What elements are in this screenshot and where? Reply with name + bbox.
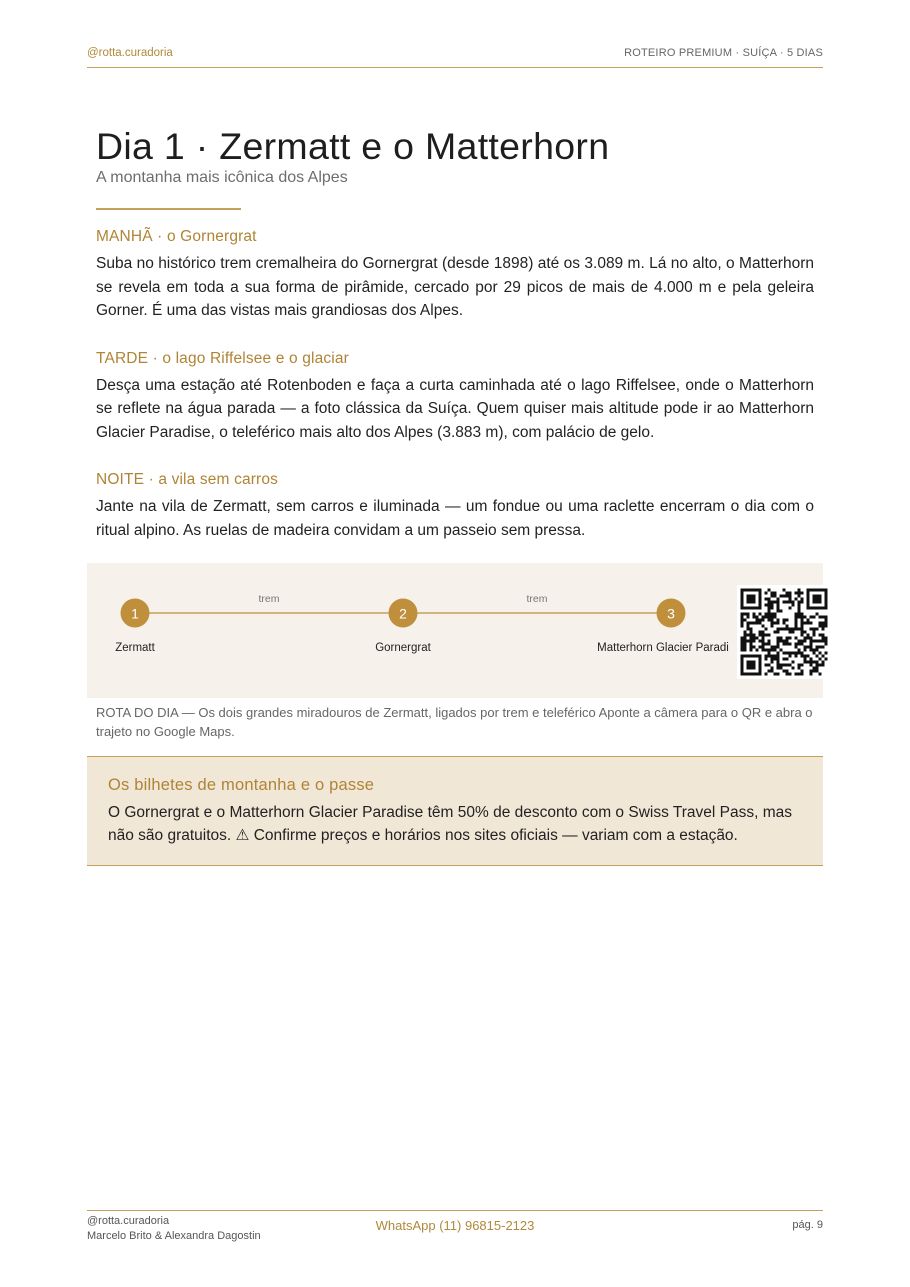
tickets-callout (87, 756, 823, 866)
page-footer (87, 1210, 823, 1250)
page-subtitle: A montanha mais icônica dos Alpes (96, 169, 348, 186)
header-doc-title: ROTEIRO PREMIUM · SUÍÇA · 5 DIAS (624, 47, 823, 59)
callout-title: Os bilhetes de montanha e o passe (108, 776, 375, 794)
route-panel (87, 563, 823, 698)
title-divider (96, 208, 241, 210)
qr-code-icon[interactable] (737, 585, 831, 679)
route-leg-label: trem (526, 593, 548, 605)
section-body-night: Jante na vila de Zermatt, sem carros e iluminada — um fondue ou uma raclette encerram o dia com o ritual alpino. As ruelas de madeira convidam a um passeio sem pressa. (96, 498, 814, 539)
route-stop-name: Zermatt (115, 642, 155, 654)
route-stop-name: Gornergrat (375, 642, 431, 654)
section-heading-night: NOITE · a vila sem carros (96, 471, 279, 488)
footer-contact-link[interactable]: WhatsApp (11) 96815-2123 (375, 1218, 535, 1233)
route-stop-number: 3 (667, 605, 675, 622)
page-title: Dia 1 · Zermatt e o Matterhorn (96, 125, 610, 167)
section-body-morning: Suba no histórico trem cremalheira do Gornergrat (desde 1898) até os 3.089 m. Lá no alto, o Matterhorn se revela em toda a sua forma de pirâmide, cercado por 29 picos de mais de 4.000 m e pela geleira Gorner. É uma das vistas mais grandiosas dos Alpes. (96, 255, 814, 319)
route-caption: ROTA DO DIA — Os dois grandes miradouros de Zermatt, ligados por trem e teleférico Aponte a câmera para o QR e abra o trajeto no Google Maps. (96, 705, 813, 739)
route-stop-number: 1 (131, 605, 139, 622)
page-header (87, 46, 823, 68)
section-body-afternoon: Desça uma estação até Rotenboden e faça a curta caminhada até o lago Riffelsee, onde o Matterhorn se reflete na água parada — a foto clássica da Suíça. Quem quiser mais altitude pode ir ao Matterhorn Glacier Paradise, o teleférico mais alto dos Alpes (3.883 m), com palácio de gelo. (96, 376, 814, 441)
section-heading-afternoon: TARDE · o lago Riffelsee e o glaciar (96, 349, 349, 367)
route-stop-number: 2 (399, 605, 407, 622)
header-handle: @rotta.curadoria (87, 47, 173, 59)
main-content (96, 124, 814, 542)
route-stop-name: Matterhorn Glacier Paradi (597, 642, 729, 654)
footer-page-number: pág. 9 (792, 1219, 823, 1231)
route-diagram (87, 563, 823, 698)
footer-authors: Marcelo Brito & Alexandra Dagostin (87, 1230, 261, 1242)
qr-code-graphic (737, 585, 831, 679)
route-leg-label: trem (258, 593, 280, 605)
callout-body: O Gornergrat e o Matterhorn Glacier Paradise têm 50% de desconto com o Swiss Travel Pass, mas não são gratuitos. ⚠ Confirme preços e horários nos sites oficiais — variam com a estação. (108, 804, 793, 844)
footer-handle: @rotta.curadoria (87, 1215, 170, 1227)
section-heading-morning: MANHÃ · o Gornergrat (96, 228, 257, 245)
